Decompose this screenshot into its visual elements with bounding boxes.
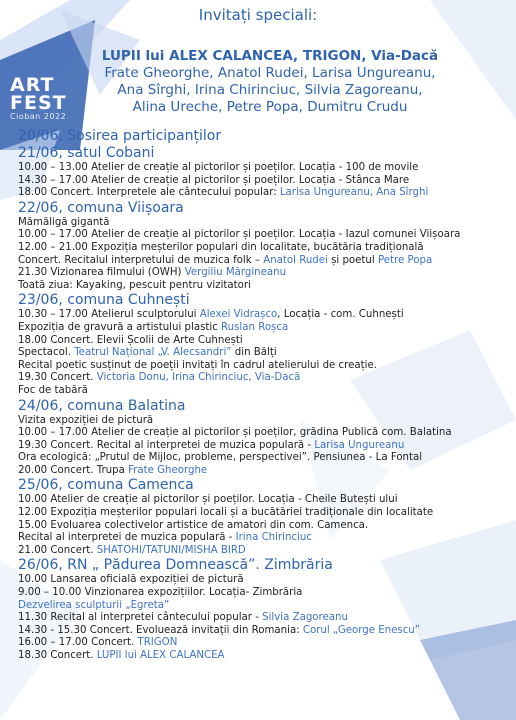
schedule-line xyxy=(18,322,508,335)
schedule-line xyxy=(18,255,508,268)
schedule-line xyxy=(18,187,508,200)
line-text: și poetul xyxy=(327,254,378,266)
schedule-line xyxy=(18,587,508,600)
line-text: Concert. Recitalul interpretului de muzica folk – xyxy=(18,254,264,266)
line-text: 10.00 – 17.00 Atelier de creație al pictorilor și poeților, grădina Publică com. Balatina xyxy=(18,427,452,439)
guests-line: Frate Gheorghe, Anatol Rudei, Larisa Ungureanu, xyxy=(104,65,436,81)
line-text: 10.00 – 17.00 Atelier de creație al pictorilor și poeților. Locația - Iazul comunei Viișoara xyxy=(18,229,461,241)
line-text: 16.00 – 17.00 Concert. xyxy=(18,637,138,649)
line-text: 14.30 - 15.30 Concert. Evoluează invitații din Romania: xyxy=(18,624,303,636)
line-text: 12.00 Expoziția meșterilor populari locali și a bucătăriei tradiționale din localitate xyxy=(18,507,434,519)
line-text: 18.00 Concert. Elevii Școlii de Arte Cuhnești xyxy=(18,334,243,346)
line-text: 9.00 – 10.00 Vinzionarea expozițiilor. Locația- Zimbrăria xyxy=(18,587,303,599)
schedule-line xyxy=(18,650,508,663)
schedule xyxy=(18,128,508,663)
line-text: Spectacol. xyxy=(18,347,75,359)
schedule-line xyxy=(18,574,508,587)
schedule-line xyxy=(18,427,508,440)
guests-line: Ana Sîrghi, Irina Chirinciuc, Silvia Zagoreanu, xyxy=(117,82,423,98)
schedule-line xyxy=(18,520,508,533)
day-heading: 20/06, Sosirea participanților xyxy=(18,128,222,144)
highlighted-name: TRIGON xyxy=(137,637,178,649)
schedule-line xyxy=(18,267,508,280)
line-text: 15.00 Evoluarea colectivelor artistice de amatori din com. Camenca. xyxy=(18,519,369,531)
highlighted-name: Dezvelirea sculpturii „Egreta” xyxy=(18,599,170,611)
schedule-line xyxy=(18,347,508,360)
day-heading: 24/06, comuna Balatina xyxy=(18,397,186,414)
line-text: 18.30 Concert. xyxy=(18,650,97,661)
line-text: 14.30 – 17.00 Atelier de creație al pictorilor și poeților. Locația - Stânca Mare xyxy=(18,174,410,186)
highlighted-name: Larisa Ungureanu xyxy=(314,439,405,451)
line-text: 10.00 Atelier de creație al pictorilor și poeților. Locația - Cheile Butești ului xyxy=(18,494,398,506)
highlighted-name: Teatrul Național „V. Alecsandri” xyxy=(74,347,232,359)
schedule-line xyxy=(18,280,508,293)
line-text: 12.00 – 21.00 Expoziția meșterilor populari din localitate, bucătăria tradițională xyxy=(18,241,424,253)
schedule-line xyxy=(18,309,508,322)
day-heading: 25/06, comuna Camenca xyxy=(18,477,194,494)
highlighted-name: Victoria Donu, Irina Chirinciuc, Via-Dacă xyxy=(96,372,301,384)
line-text: , Locația - com. Cuhnești xyxy=(277,309,404,321)
highlighted-name: Silvia Zagoreanu xyxy=(262,612,348,624)
page-title: Invitați speciali: xyxy=(198,6,318,24)
schedule-line xyxy=(18,229,508,242)
day-heading: 21/06, satul Cobani xyxy=(18,145,155,161)
highlighted-name: Anatol Rudei xyxy=(263,254,328,266)
line-text: Recital poetic susținut de poeții invitați în cadrul atelierului de creație. xyxy=(18,359,377,371)
schedule-line xyxy=(18,415,508,428)
highlighted-name: LUPII lui ALEX CALANCEA xyxy=(96,650,225,661)
schedule-line xyxy=(18,217,508,230)
line-text: 19.30 Concert. xyxy=(18,372,97,384)
highlighted-name: Alexei Vidrașco xyxy=(199,309,278,321)
schedule-line xyxy=(18,494,508,507)
line-text: Ora ecologică: „Prutul de Mijloc, probleme, perspectivei”. Pensiunea - La Fontal xyxy=(18,452,423,464)
line-text: 21.00 Concert. xyxy=(18,544,97,556)
schedule-line xyxy=(18,600,508,613)
schedule-line xyxy=(18,612,508,625)
schedule-line xyxy=(18,465,508,478)
schedule-line xyxy=(18,452,508,465)
logo-line-fest: FEST xyxy=(10,92,67,114)
schedule-line xyxy=(18,532,508,545)
day-heading: 23/06, comuna Cuhnești xyxy=(18,292,190,309)
line-text: Toată ziua: Kayaking, pescuit pentru vizitatori xyxy=(18,279,251,291)
line-text: 18.00 Concert. Interpretele ale cântecului popular: xyxy=(18,187,280,199)
highlighted-name: Corul „George Enescu” xyxy=(302,624,421,636)
line-text: 10.00 – 13.00 Atelier de creație al pictorilor și poeților. Locația - 100 de movile xyxy=(18,162,419,173)
line-text: 19.30 Concert. Recital al interpretei de muzica populară - xyxy=(18,439,315,451)
schedule-line xyxy=(18,637,508,650)
highlighted-name: SHATOHI/TATUNI/MISHA BIRD xyxy=(96,544,246,556)
highlighted-name: Frate Gheorghe xyxy=(128,464,208,476)
day-heading: 26/06, RN „ Pădurea Domnească”. Zimbrăria xyxy=(18,557,333,574)
highlighted-name: Larisa Ungureanu, Ana Sîrghi xyxy=(279,187,429,199)
schedule-line xyxy=(18,625,508,638)
schedule-line xyxy=(18,372,508,385)
highlighted-name: Irina Chirinciuc xyxy=(235,532,312,544)
day-heading: 22/06, comuna Viișoara xyxy=(18,199,184,216)
schedule-line xyxy=(18,162,508,175)
line-text: Recital al interpretei de muzica populară - xyxy=(18,532,236,544)
line-text: Expoziția de gravură a artistului plastic xyxy=(18,321,222,333)
highlighted-name: Ruslan Roșca xyxy=(221,321,289,333)
logo-line-art: ART xyxy=(10,74,55,96)
line-text: 10.30 – 17.00 Atelierul sculptorului xyxy=(18,309,200,321)
schedule-line xyxy=(18,242,508,255)
guests-line: LUPII lui ALEX CALANCEA, TRIGON, Via-Dacă xyxy=(101,48,439,64)
line-text: 11.30 Recital al interpretei cântecului popular - xyxy=(18,612,263,624)
line-text: 10.00 Lansarea oficială expoziției de pictură xyxy=(18,574,244,586)
schedule-line xyxy=(18,335,508,348)
special-guests xyxy=(70,48,470,116)
line-text: Mămăligă gigantă xyxy=(18,216,110,228)
schedule-line xyxy=(18,385,508,398)
line-text: Vizita expoziției de pictură xyxy=(18,414,154,426)
logo-line-year: Cioban 2022 xyxy=(10,112,67,121)
schedule-line xyxy=(18,175,508,188)
schedule-line xyxy=(18,507,508,520)
schedule-line xyxy=(18,545,508,558)
guests-line: Alina Ureche, Petre Popa, Dumitru Crudu xyxy=(132,99,408,115)
line-text: Foc de tabără xyxy=(18,384,88,396)
highlighted-name: Vergiliu Mărgineanu xyxy=(184,267,287,279)
schedule-line xyxy=(18,440,508,453)
line-text: 20.00 Concert. Trupa xyxy=(18,464,129,476)
line-text: din Bălți xyxy=(231,347,277,359)
schedule-line xyxy=(18,360,508,373)
highlighted-name: Petre Popa xyxy=(377,254,433,266)
line-text: 21.30 Vizionarea filmului (OWH) xyxy=(18,267,185,279)
